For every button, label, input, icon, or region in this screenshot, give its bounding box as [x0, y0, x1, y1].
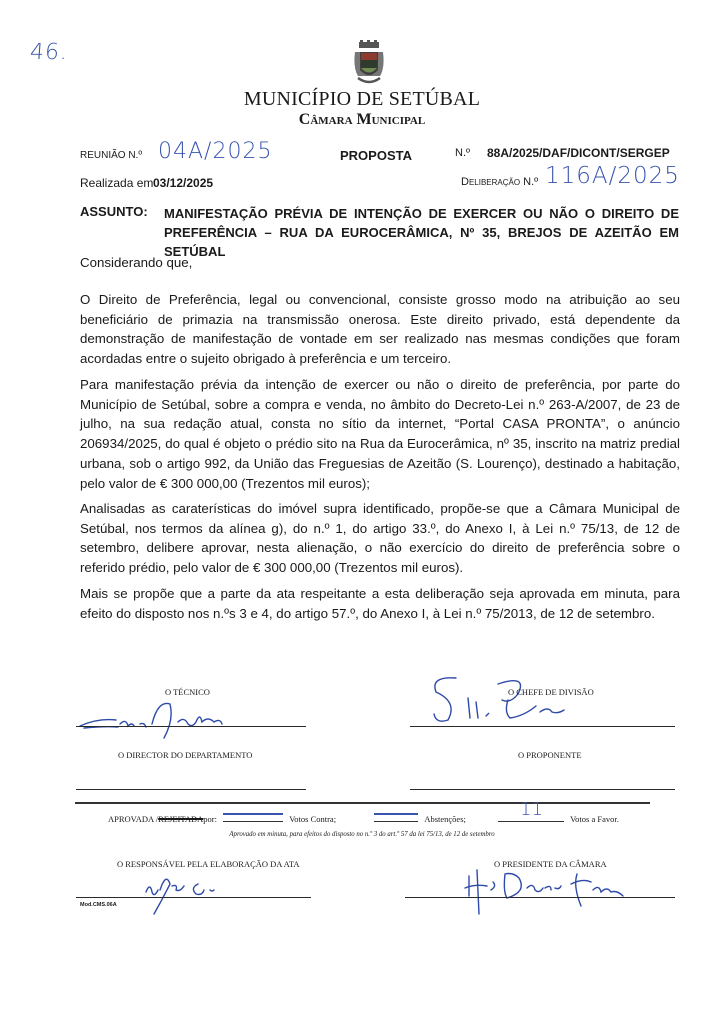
presidente-signature	[465, 866, 635, 916]
reuniao-label: REUNIÃO N.º	[80, 150, 142, 161]
responsavel-ata-label: O RESPONSÁVEL PELA ELABORAÇÃO DA ATA	[117, 859, 300, 869]
tecnico-signature	[78, 700, 288, 740]
abstentions-label: Abstenções;	[424, 814, 466, 824]
model-code: Mod.CMS.06A	[80, 902, 117, 908]
proposta-number-label: N.º	[455, 147, 471, 159]
deliberacao-label: Deliberação N.º	[461, 176, 539, 188]
votes-favor-label: Votos a Favor.	[570, 814, 619, 824]
subject-text: MANIFESTAÇÃO PRÉVIA DE INTENÇÃO DE EXERCER OU NÃO O DIREITO DE PREFERÊNCIA – RUA DA EUROCERÂMICA, Nº 35, BREJOS DE AZEITÃO EM SETÚBAL	[164, 206, 679, 259]
votes-favor-field	[498, 799, 564, 822]
por-label: por:	[203, 814, 217, 824]
municipality-title: MUNICÍPIO DE SETÚBAL	[243, 88, 481, 110]
body-paragraph: Analisadas as caraterísticas do imóvel supra identificado, propõe-se que a Câmara Municipal de Setúbal, nos termos da alínea g), do n.º 1, do artigo 33.º, do Anexo I, à Lei n.º 75/13, de 12 de setembro, delibere aprovar, nesta alienação, o não exercício do direito de preferência sobre o referido prédio, pelo valor de € 300 000,00 (Trezentos mil euros).	[80, 501, 680, 576]
chefe-divisao-label: O CHEFE DE DIVISÃO	[508, 687, 594, 697]
tecnico-signature-line	[76, 726, 306, 727]
body-paragraph: Considerando que,	[80, 255, 193, 270]
body-paragraph: Para manifestação prévia da intenção de exercer ou não o direito de preferência, por parte do Município de Setúbal, sobre a compra e venda, no âmbito do Decreto-Lei n.º 263-A/2007, de 23 de julho, na sua redação atual, consta no sítio da internet, “Portal CASA PRONTA”, o anúncio 206934/2025, do qual é objeto o prédio sito na Rua da Eurocerâmica, nº 35, inscrito na matriz predial urbana, sob o artigo 992, da União das Freguesias de Azeitão (S. Lourenço), destinado a habitação, pelo valor de € 300 000,00 (Trezentos mil euros);	[80, 377, 680, 491]
abstentions-dash	[374, 813, 418, 815]
realizada-label: Realizada em	[80, 176, 154, 190]
proposta-number: 88A/2025/DAF/DICONT/SERGEP	[487, 146, 670, 160]
handwritten-page-number: 46.	[29, 40, 69, 65]
subject-label: ASSUNTO:	[80, 204, 148, 219]
camara-title: Câmara Municipal	[298, 111, 426, 128]
minute-approval-note: Aprovado em minuta, para efeitos do disposto no n.º 3 do art.º 57 da lei 75/13, de 12 de setembro	[229, 831, 495, 838]
presidente-signature-line	[405, 897, 675, 898]
proponente-signature-line	[410, 789, 675, 790]
voting-divider	[75, 802, 650, 804]
ata-signature-line	[76, 897, 311, 898]
presidente-label: O PRESIDENTE DA CÂMARA	[494, 859, 607, 869]
approved-label: APROVADA /	[108, 814, 159, 824]
votes-against-label: Votos Contra;	[289, 814, 337, 824]
proponente-label: O PROPONENTE	[518, 750, 582, 760]
tecnico-label: O TÉCNICO	[165, 687, 210, 697]
voting-result-row	[108, 799, 619, 824]
meeting-date: 03/12/2025	[153, 176, 214, 190]
votes-favor-count: 11	[520, 799, 543, 820]
rejected-label-struck: REJEITADA	[158, 814, 204, 824]
municipal-coat-of-arms-icon	[352, 40, 386, 88]
director-label: O DIRECTOR DO DEPARTAMENTO	[118, 750, 253, 760]
reuniao-number: 04A/2025	[158, 139, 273, 164]
proposta-label: PROPOSTA	[340, 148, 412, 163]
abstentions-field	[374, 811, 418, 822]
body-paragraph: Mais se propõe que a parte da ata respeitante a esta deliberação seja aprovada em minuta, para efeito do disposto nos n.ºs 3 e 4, do artigo 57.º, do Anexo I, à Lei n.º 75/2013, de 12 de setembro.	[80, 586, 680, 621]
deliberacao-number: 116A/2025	[545, 163, 680, 189]
responsavel-ata-signature	[140, 870, 240, 916]
votes-against-field	[223, 811, 283, 822]
body-paragraph: O Direito de Preferência, legal ou convencional, consiste grosso modo na atribuição ao seu beneficiário de primazia na transmissão onerosa. Este direito privado, está dependente da demonstração de manifestação de vontade em ser realizado nas mesmas condições que foram acordadas entre o sujeito obrigado à preferência e um terceiro.	[80, 292, 680, 367]
chefe-signature-line	[410, 726, 675, 727]
director-signature-line	[76, 789, 306, 790]
chefe-signature	[428, 672, 588, 728]
votes-against-dash	[223, 813, 283, 815]
